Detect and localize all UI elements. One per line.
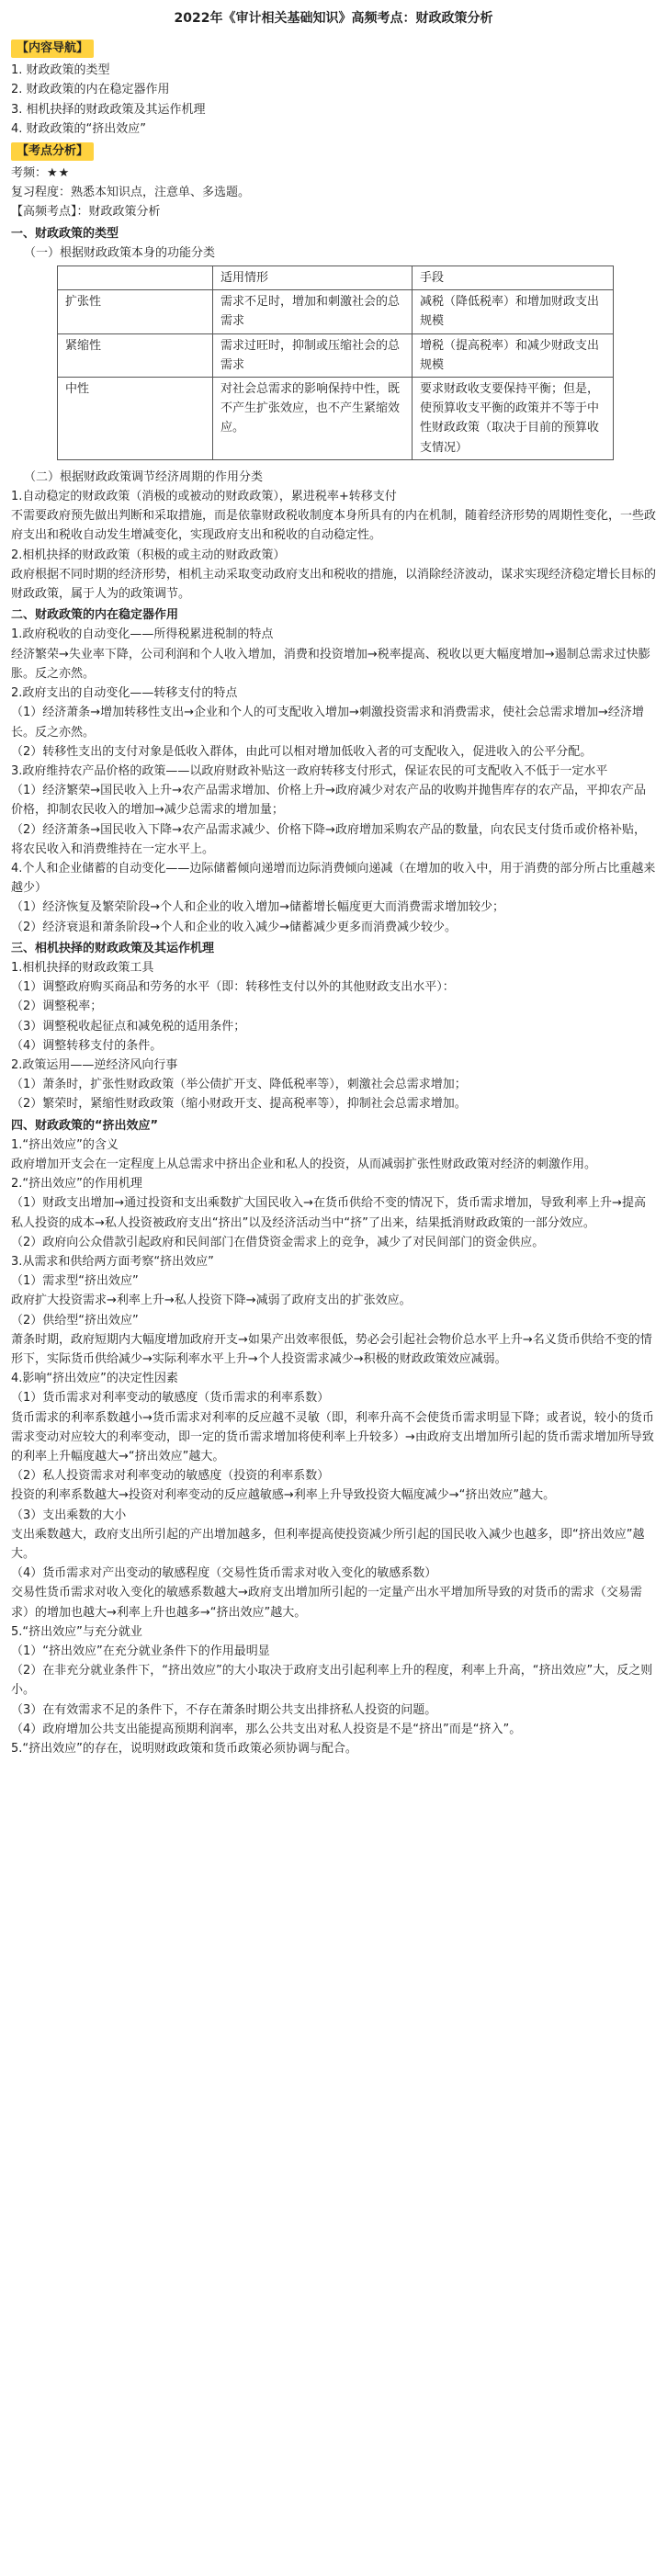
paragraph: 3.政府维持农产品价格的政策——以政府财政补贴这一政府转移支付形式，保证农民的可支配收入不低于一定水平 bbox=[11, 763, 608, 778]
section2-body bbox=[11, 625, 656, 936]
nav-item: 3. 相机抉择的财政政策及其运作机理 bbox=[11, 102, 206, 117]
paragraph: （2）繁荣时，紧缩性财政政策（缩小财政开支、提高税率等），抑制社会总需求增加。 bbox=[11, 1097, 467, 1112]
paragraph: 1.政府税收的自动变化——所得税累进税制的特点 bbox=[11, 627, 274, 642]
paragraph: （3）调整税收起征点和减免税的适用条件； bbox=[11, 1019, 246, 1034]
nav-item: 2. 财政政策的内在稳定器作用 bbox=[11, 83, 170, 97]
paragraph: 3.从需求和供给两方面考察“挤出效应” bbox=[11, 1254, 214, 1269]
paragraph: 5.“挤出效应”的存在，说明财政政策和货币政策必须协调与配合。 bbox=[11, 1742, 357, 1757]
section3-body bbox=[11, 958, 656, 1114]
table-cell: 需求过旺时，抑制或压缩社会的总需求 bbox=[213, 333, 413, 377]
table-header-cell: 适用情形 bbox=[213, 266, 413, 290]
table-cell: 紧缩性 bbox=[58, 333, 213, 377]
table-cell: 减税（降低税率）和增加财政支出规模 bbox=[413, 290, 614, 333]
section-title: 二、财政政策的内在稳定器作用 bbox=[11, 608, 179, 623]
paragraph: （3）支出乘数的大小 bbox=[11, 1508, 127, 1522]
paragraph: （3）在有效需求不足的条件下，不存在萧条时期公共支出排挤私人投资的问题。 bbox=[11, 1702, 437, 1717]
paragraph: （1）经济繁荣→国民收入上升→农产品需求增加、价格上升→政府减少对农产品的收购并抛售库存的农产品，平抑农产品价格，抑制农民收入的增加→减少总需求的增加量； bbox=[11, 784, 646, 818]
paragraph: 政府扩大投资需求→利率上升→私人投资下降→减弱了政府支出的扩张效应。 bbox=[11, 1294, 412, 1308]
nav-item: 4. 财政政策的“挤出效应” bbox=[11, 121, 147, 136]
paragraph: 2.“挤出效应”的作用机理 bbox=[11, 1177, 142, 1192]
paragraph: （1）调整政府购买商品和劳务的水平（即：转移性支付以外的其他财政支出水平）： bbox=[11, 980, 455, 995]
paragraph: 2.政策运用——逆经济风向行事 bbox=[11, 1057, 178, 1072]
paragraph: 政府增加开支会在一定程度上从总需求中挤出企业和私人的投资，从而减弱扩张性财政政策对经济的刺激作用。 bbox=[11, 1157, 597, 1171]
paragraph: 4.个人和企业储蓄的自动变化——边际储蓄倾向递增而边际消费倾向递减（在增加的收入中，用于消费的部分所占比重越来越少） bbox=[11, 861, 656, 896]
paragraph: 政府根据不同时期的经济形势，相机主动采取变动政府支出和税收的措施，以消除经济波动，谋求实现经济稳定增长目标的财政政策，属于人为的政策调节。 bbox=[11, 567, 657, 602]
paragraph: 经济繁荣→失业率下降，公司利润和个人收入增加，消费和投资增加→税率提高、税收以更大幅度增加→遏制总需求过快膨胀。反之亦然。 bbox=[11, 647, 650, 681]
table-cell: 需求不足时，增加和刺激社会的总需求 bbox=[213, 290, 413, 333]
freq-stars: ★★ bbox=[47, 166, 71, 181]
section-title: 四、财政政策的“挤出效应” bbox=[11, 1118, 159, 1133]
paragraph: 1.相机抉择的财政政策工具 bbox=[11, 960, 154, 975]
paragraph: （2）私人投资需求对利率变动的敏感度（投资的利率系数） bbox=[11, 1469, 330, 1484]
table-row bbox=[58, 378, 614, 460]
table-header-cell: 手段 bbox=[413, 266, 614, 290]
paragraph: 5.“挤出效应”与充分就业 bbox=[11, 1624, 142, 1639]
paragraph: （2）政府向公众借款引起政府和民间部门在借贷资金需求上的竞争，减少了对民间部门的资金供应。 bbox=[11, 1235, 545, 1249]
section-title: 一、财政政策的类型 bbox=[11, 226, 119, 241]
nav-list bbox=[11, 61, 656, 139]
freq-line bbox=[11, 164, 656, 183]
paragraph: （2）转移性支出的支付对象是低收入群体，由此可以相对增加低收入者的可支配收入，促进收入的公平分配。 bbox=[11, 744, 593, 759]
paragraph: （1）需求型“挤出效应” bbox=[11, 1274, 139, 1289]
section-title: 三、相机抉择的财政政策及其运作机理 bbox=[11, 941, 215, 955]
policy-type-table bbox=[57, 266, 614, 460]
paragraph: 支出乘数越大，政府支出所引起的产出增加越多，但利率提高使投资减少所引起的国民收入减少也越多，即“挤出效应”越大。 bbox=[11, 1527, 645, 1562]
paragraph: 交易性货币需求对收入变化的敏感系数越大→政府支出增加所引起的一定量产出水平增加所导致的对货币的需求（交易需求）的增加也越大→利率上升也越多→“挤出效应”越大。 bbox=[11, 1586, 642, 1620]
table-header-cell bbox=[58, 266, 213, 290]
topic-line: 【高频考点】：财政政策分析 bbox=[11, 205, 161, 220]
nav-item: 1. 财政政策的类型 bbox=[11, 63, 110, 78]
paragraph: （2）供给型“挤出效应” bbox=[11, 1313, 139, 1328]
page-title: 2022年《审计相关基础知识》高频考点：财政政策分析 bbox=[174, 11, 493, 26]
subsection-title: （一）根据财政政策本身的功能分类 bbox=[24, 245, 216, 260]
paragraph: （1）经济恢复及繁荣阶段→个人和企业的收入增加→储蓄增长幅度更大而消费需求增加较少； bbox=[11, 900, 505, 915]
review-line: 复习程度：熟悉本知识点，注意单、多选题。 bbox=[11, 186, 251, 200]
paragraph: 2.政府支出的自动变化——转移支付的特点 bbox=[11, 686, 238, 701]
paragraph: 1.自动稳定的财政政策（消极的或被动的财政政策），累进税率+转移支付 bbox=[11, 490, 397, 504]
paragraph: 不需要政府预先做出判断和采取措施，而是依靠财政税收制度本身所具有的内在机制，随着经济形势的周期性变化，一些政府支出和税收自动发生增减变化，实现政府支出和税收的自动稳定性。 bbox=[11, 509, 657, 543]
paragraph: 4.影响“挤出效应”的决定性因素 bbox=[11, 1372, 178, 1386]
paragraph: （1）“挤出效应”在充分就业条件下的作用最明显 bbox=[11, 1644, 270, 1659]
paragraph: （2）经济衰退和萧条阶段→个人和企业的收入减少→储蓄减少更多而消费减少较少。 bbox=[11, 920, 458, 934]
paragraph: （2）经济萧条→国民收入下降→农产品需求减少、价格下降→政府增加采购农产品的数量，向农民支付货币或价格补贴，将农民收入和消费维持在一定水平上。 bbox=[11, 822, 646, 856]
paragraph: 货币需求的利率系数越小→货币需求对利率的反应越不灵敏（即，利率升高不会使货币需求明显下降；或者说，较小的货币需求变动对应较大的利率变动，即一定的货币需求增加将使利率上升较多）→由政府支出增加所引起的货币需求增加所导致的利率上升幅度越大→“挤出效应”越大。 bbox=[11, 1410, 654, 1464]
paragraph: （4）调整转移支付的条件。 bbox=[11, 1038, 163, 1053]
table-header-row bbox=[58, 266, 614, 290]
section4-body bbox=[11, 1135, 656, 1759]
paragraph: 投资的利率系数越大→投资对利率变动的反应越敏感→利率上升导致投资大幅度减少→“挤出效应”越大。 bbox=[11, 1488, 556, 1503]
nav-badge: 【内容导航】 bbox=[11, 40, 94, 58]
paragraph: 2.相机抉择的财政政策（积极的或主动的财政政策） bbox=[11, 548, 286, 562]
table-cell: 要求财政收支要保持平衡；但是，使预算收支平衡的政策并不等于中性财政政策（取决于目前的预算收支情况） bbox=[413, 378, 614, 460]
table-row bbox=[58, 290, 614, 333]
subsection-title: （二）根据财政政策调节经济周期的作用分类 bbox=[24, 469, 264, 484]
paragraph: （1）萧条时，扩张性财政政策（举公债扩开支、降低税率等），刺激社会总需求增加； bbox=[11, 1078, 467, 1092]
paragraph: 萧条时期，政府短期内大幅度增加政府开支→如果产出效率很低，势必会引起社会物价总水平上升→名义货币供给不变的情形下，实际货币供给减少→实际利率水平上升→个人投资需求减少→积极的财政政策效应减弱。 bbox=[11, 1332, 652, 1366]
analysis-badge: 【考点分析】 bbox=[11, 142, 94, 161]
table-cell: 对社会总需求的影响保持中性，既不产生扩张效应，也不产生紧缩效应。 bbox=[213, 378, 413, 460]
paragraph: （1）经济萧条→增加转移性支出→企业和个人的可支配收入增加→刺激投资需求和消费需求，使社会总需求增加→经济增长。反之亦然。 bbox=[11, 706, 644, 740]
table-row bbox=[58, 333, 614, 377]
paragraph: （4）政府增加公共支出能提高预期利润率，那么公共支出对私人投资是不是“挤出”而是“挤入”。 bbox=[11, 1722, 522, 1736]
paragraph: （1）财政支出增加→通过投资和支出乘数扩大国民收入→在货币供给不变的情况下，货币需求增加，导致利率上升→提高私人投资的成本→私人投资被政府支出“挤出”以及经济活动当中“挤”了出来，结果抵消财政政策的一部分效应。 bbox=[11, 1196, 646, 1230]
freq-label: 考频： bbox=[11, 166, 48, 181]
paragraph: （2）调整税率； bbox=[11, 1000, 103, 1014]
table-cell: 中性 bbox=[58, 378, 213, 460]
table-cell: 增税（提高税率）和减少财政支出规模 bbox=[413, 333, 614, 377]
table-cell: 扩张性 bbox=[58, 290, 213, 333]
paragraph: （1）货币需求对利率变动的敏感度（货币需求的利率系数） bbox=[11, 1391, 330, 1406]
paragraph: （4）货币需求对产出变动的敏感程度（交易性货币需求对收入变化的敏感系数） bbox=[11, 1566, 437, 1581]
paragraph: （2）在非充分就业条件下，“挤出效应”的大小取决于政府支出引起利率上升的程度，利率上升高，“挤出效应”大，反之则小。 bbox=[11, 1664, 653, 1698]
paragraph: 1.“挤出效应”的含义 bbox=[11, 1137, 119, 1152]
